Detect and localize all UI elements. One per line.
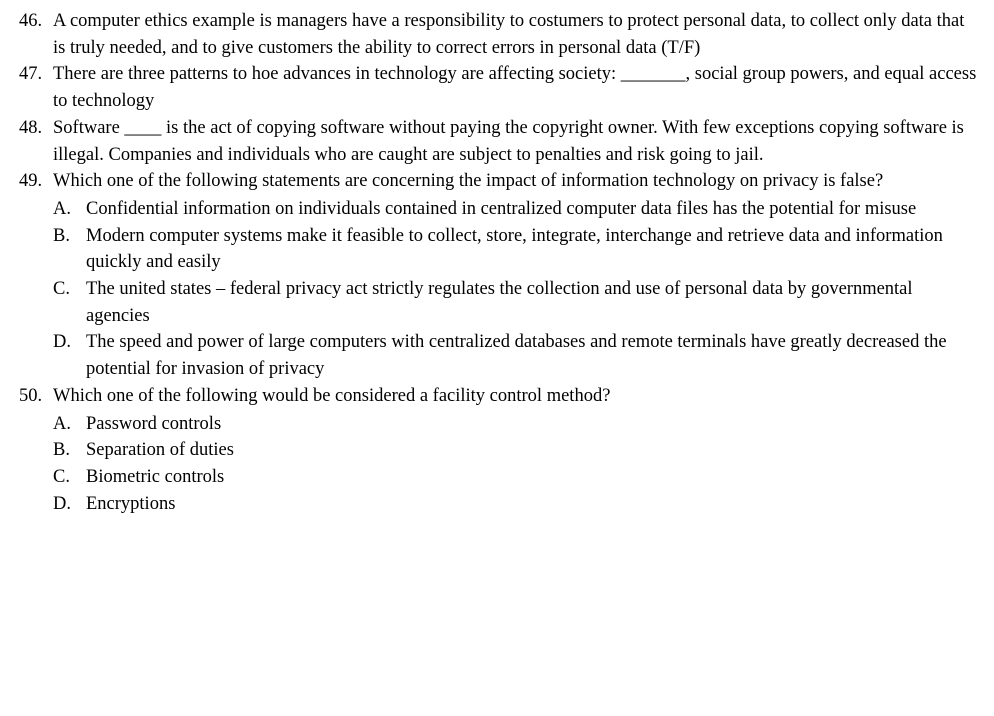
option-letter: B.	[53, 440, 70, 461]
option-letter: D.	[53, 493, 71, 514]
question-number: 49.	[19, 171, 43, 192]
option-letter: B.	[53, 225, 70, 246]
option-text: Separation of duties	[86, 440, 234, 461]
question-47	[19, 61, 979, 114]
option-text: Confidential information on individuals contained in centralized computer data files has the potential for misuse	[86, 198, 917, 219]
option-text: Password controls	[86, 413, 222, 434]
question-text-after-blank: is the act of copying software without paying the copyright owner. With few exceptions copying software is illegal. Companies and individuals who are caught are subject to penalties and risk going to jail.	[53, 117, 964, 165]
option-text: Biometric controls	[86, 466, 225, 487]
question-46	[19, 8, 979, 61]
question-text-before-blank: Software	[53, 117, 125, 138]
question-50	[19, 383, 979, 518]
question-49	[19, 168, 979, 383]
option-letter: C.	[53, 466, 70, 487]
option-text: The united states – federal privacy act strictly regulates the collection and use of personal data by governmental agencies	[86, 279, 913, 326]
question-text: A computer ethics example is managers have a responsibility to costumers to protect personal data, to collect only data that is truly needed, and to give customers the ability to correct errors in personal data (T/F)	[53, 11, 965, 58]
option-letter: A.	[53, 198, 71, 219]
option-a	[53, 196, 979, 223]
option-b	[53, 437, 979, 464]
question-text-before-blank: There are three patterns to hoe advances in technology are affecting society:	[53, 64, 621, 85]
document-body	[19, 8, 979, 517]
fill-in-blank: _______	[620, 64, 686, 85]
option-b	[53, 223, 979, 276]
option-c	[53, 276, 979, 329]
option-c	[53, 464, 979, 491]
option-letter: D.	[53, 332, 71, 353]
question-number: 46.	[19, 11, 43, 31]
question-number: 47.	[19, 64, 43, 85]
option-d	[53, 329, 979, 382]
option-letter: A.	[53, 413, 71, 434]
option-text: Encryptions	[86, 493, 176, 514]
option-a	[53, 411, 979, 438]
answer-options	[53, 411, 979, 518]
question-text: Which one of the following would be considered a facility control method?	[53, 385, 611, 406]
option-text: Modern computer systems make it feasible to collect, store, integrate, interchange and retrieve data and information quickly and easily	[86, 225, 943, 273]
question-text-after-blank: , social group powers, and equal access to technology	[53, 64, 977, 112]
answer-options	[53, 196, 979, 383]
option-text: The speed and power of large computers with centralized databases and remote terminals have greatly decreased the potential for invasion of privacy	[86, 332, 947, 380]
fill-in-blank: ____	[124, 117, 162, 138]
question-number: 48.	[19, 117, 43, 138]
question-48	[19, 115, 979, 168]
question-number: 50.	[19, 385, 43, 406]
option-letter: C.	[53, 279, 70, 300]
option-d	[53, 491, 979, 518]
question-text: Which one of the following statements are concerning the impact of information technology on privacy is false?	[53, 171, 884, 192]
